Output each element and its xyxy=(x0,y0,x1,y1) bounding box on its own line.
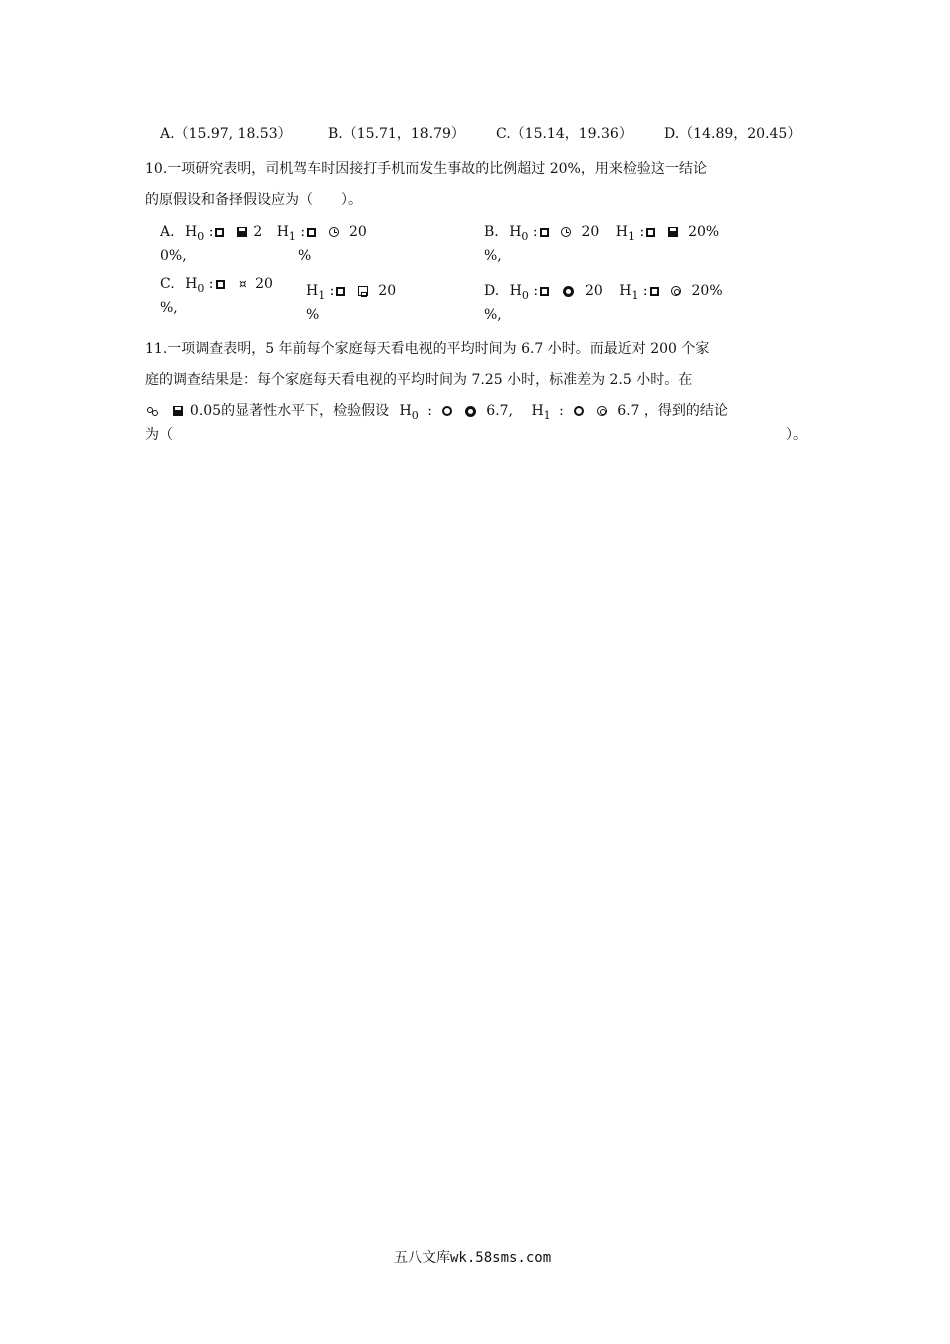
relation-glyph-icon xyxy=(561,227,571,237)
q10-option-b-cont: %, xyxy=(484,248,502,264)
relation-glyph-icon xyxy=(358,286,368,296)
q10-text-line2: 的原假设和备择假设应为（ ）。 xyxy=(145,192,362,208)
h0-symbol: $H_0$ xyxy=(185,276,205,295)
relation-glyph-icon: ¤ xyxy=(238,277,247,291)
q9-option-b: B.（15.71，18.79） xyxy=(328,126,465,142)
relation-glyph-icon xyxy=(668,227,678,237)
option-label: D. xyxy=(484,283,500,299)
parameter-box-icon xyxy=(650,287,659,296)
mu-glyph-icon xyxy=(442,406,452,416)
option-label: A. xyxy=(160,224,175,240)
q11-text-line4-start: 为（ xyxy=(145,427,173,443)
parameter-box-icon xyxy=(336,287,345,296)
colon: : xyxy=(427,403,432,419)
q10-option-d xyxy=(484,283,723,302)
h1-symbol: $H_1$ xyxy=(531,403,551,422)
q9-option-d: D.（14.89，20.45） xyxy=(664,126,802,142)
q10-option-d-cont: %, xyxy=(484,307,502,323)
value: 20 xyxy=(348,224,367,240)
value: 20% xyxy=(691,283,723,299)
parameter-box-icon xyxy=(646,228,655,237)
q10-option-b xyxy=(484,224,719,243)
relation-glyph-icon xyxy=(563,286,574,297)
q11-answer-blank-end: ）。 xyxy=(786,427,807,443)
value: 20 xyxy=(255,276,273,292)
footer-watermark: 五八文库wk.58sms.com xyxy=(394,1250,552,1266)
h0-symbol: $H_0$ xyxy=(509,224,529,243)
colon: : xyxy=(533,283,539,299)
colon: : xyxy=(642,283,648,299)
relation-glyph-icon xyxy=(465,406,476,417)
q10-option-a-cont2: % xyxy=(298,248,312,264)
q10-option-c-cont1: %, xyxy=(160,300,178,316)
h0-symbol: $H_0$ xyxy=(185,224,205,243)
alpha-glyph-icon xyxy=(147,407,159,416)
colon: : xyxy=(559,403,564,419)
h1-symbol: $H_1$ xyxy=(615,224,635,243)
h1-symbol: $H_1$ xyxy=(306,283,326,302)
value: 20 xyxy=(584,283,603,299)
q11-text-line2: 庭的调查结果是：每个家庭每天看电视的平均时间为 7.25 小时，标准差为 2.5 小时。在 xyxy=(145,372,693,388)
mu-glyph-icon xyxy=(574,406,584,416)
q10-option-c-cont2: % xyxy=(306,307,320,323)
parameter-box-icon xyxy=(540,287,549,296)
relation-glyph-icon xyxy=(237,227,247,237)
value: 20 xyxy=(581,224,600,240)
q10-text-line1: 10.一项研究表明，司机驾车时因接打手机而发生事故的比例超过 20%，用来检验这一结论 xyxy=(145,161,707,177)
q10-option-a-cont1: 0%, xyxy=(160,248,187,264)
text: 6.7 ，得到的结论 xyxy=(617,403,728,419)
equals-glyph-icon xyxy=(173,406,183,416)
q10-option-c xyxy=(160,276,273,295)
value: 6.7, xyxy=(486,403,513,419)
relation-glyph-icon xyxy=(671,286,681,296)
colon: : xyxy=(300,224,306,240)
q11-text-line1: 11.一项调查表明，5 年前每个家庭每天看电视的平均时间为 6.7 小时。而最近对 200 个家 xyxy=(145,341,710,357)
value: 20 xyxy=(378,283,397,299)
h0-symbol: $H_0$ xyxy=(509,283,529,302)
option-label: C. xyxy=(160,276,175,292)
q10-option-a xyxy=(160,224,367,243)
parameter-box-icon xyxy=(216,280,225,289)
q9-option-a: A.（15.97, 18.53） xyxy=(160,126,292,142)
text: 0.05的显著性水平下，检验假设 xyxy=(189,403,390,419)
colon: : xyxy=(532,224,538,240)
relation-glyph-icon xyxy=(597,406,607,416)
colon: : xyxy=(208,276,214,292)
colon: : xyxy=(639,224,645,240)
h1-symbol: $H_1$ xyxy=(276,224,296,243)
relation-glyph-icon xyxy=(329,227,339,237)
value: 20% xyxy=(688,224,720,240)
h1-symbol: $H_1$ xyxy=(619,283,639,302)
parameter-box-icon xyxy=(307,228,316,237)
h0-symbol: $H_0$ xyxy=(399,403,419,422)
q9-option-c: C.（15.14，19.36） xyxy=(496,126,633,142)
parameter-box-icon xyxy=(215,228,224,237)
option-label: B. xyxy=(484,224,499,240)
value: 2 xyxy=(253,224,263,240)
colon: : xyxy=(208,224,214,240)
colon: : xyxy=(329,283,335,299)
q10-option-c-h1 xyxy=(306,283,396,302)
parameter-box-icon xyxy=(540,228,549,237)
q11-text-line3 xyxy=(145,400,728,422)
